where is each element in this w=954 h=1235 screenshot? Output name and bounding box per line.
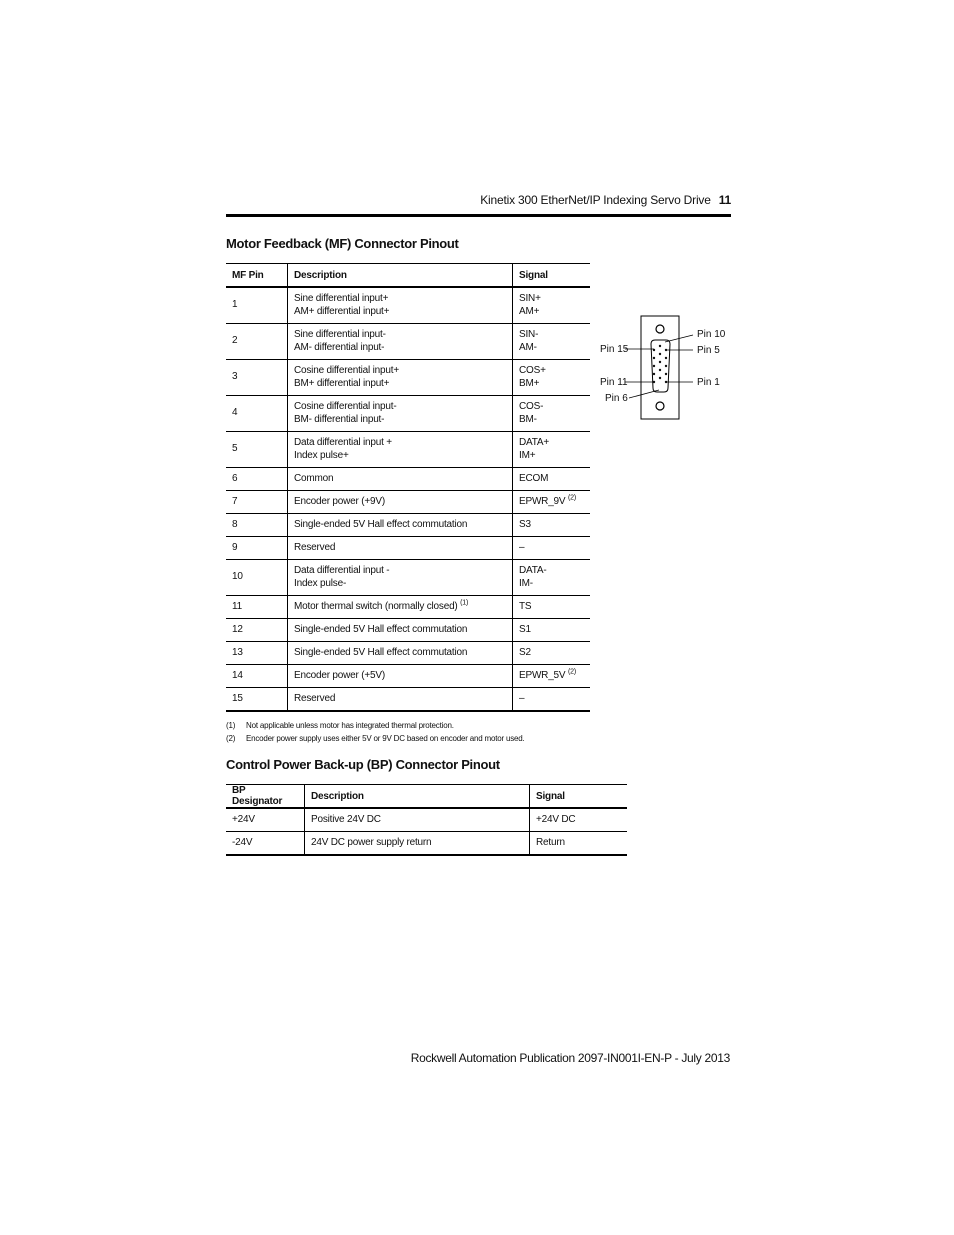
table-row: [226, 596, 590, 619]
header-title: Kinetix 300 EtherNet/IP Indexing Servo Drive: [480, 193, 711, 207]
mf-pin-number: 1: [226, 287, 288, 324]
mf-pin-number: 10: [226, 560, 288, 596]
footnote-ref: (2): [568, 494, 576, 502]
bp-description: 24V DC power supply return: [305, 832, 530, 856]
running-header: [226, 193, 731, 207]
mf-pin-number: 7: [226, 491, 288, 514]
table-row: [226, 537, 590, 560]
mf-pin-number: 15: [226, 688, 288, 712]
mf-description: Motor thermal switch (normally closed) $^{(1)}$: [288, 596, 513, 619]
mf-footnotes: [226, 719, 525, 745]
bp-signal: Return: [530, 832, 628, 856]
page-number: 11: [718, 193, 731, 207]
header-rule: [226, 214, 731, 217]
table-row: [226, 491, 590, 514]
pin-dot: [659, 345, 661, 347]
table-row: [226, 808, 627, 832]
pin-label-5: Pin 5: [697, 345, 720, 356]
bp-designator: +24V: [226, 808, 305, 832]
table-row: [226, 665, 590, 688]
mf-section-title: Motor Feedback (MF) Connector Pinout: [226, 236, 459, 251]
footnote-ref: (1): [460, 599, 469, 607]
mf-description: Sine differential input+ AM+ differential input+: [288, 287, 513, 324]
column-header: Description: [288, 264, 513, 288]
mf-description: Cosine differential input+ BM+ differential input+: [288, 360, 513, 396]
mf-signal: SIN- AM-: [513, 324, 591, 360]
footnote-ref: (2): [568, 668, 576, 676]
mf-signal: DATA- IM-: [513, 560, 591, 596]
table-row: [226, 360, 590, 396]
table-row: [226, 560, 590, 596]
mf-description: Data differential input - Index pulse-: [288, 560, 513, 596]
mf-signal: –: [513, 537, 591, 560]
mf-description: Encoder power (+5V): [288, 665, 513, 688]
table-row: [226, 514, 590, 537]
mf-signal: EPWR_5V $^{(2)}$: [513, 665, 591, 688]
mf-pin-number: 14: [226, 665, 288, 688]
mf-description: Cosine differential input- BM- differential input-: [288, 396, 513, 432]
mf-signal: S2: [513, 642, 591, 665]
mf-description: Encoder power (+9V): [288, 491, 513, 514]
pin-dot: [659, 377, 661, 379]
footnote: (1) Not applicable unless motor has integrated thermal protection.: [226, 721, 454, 730]
mf-signal: DATA+ IM+: [513, 432, 591, 468]
table-row: [226, 468, 590, 491]
bp-description: Positive 24V DC: [305, 808, 530, 832]
mf-signal: TS: [513, 596, 591, 619]
pin-dot: [659, 361, 661, 363]
mf-signal: ECOM: [513, 468, 591, 491]
mf-connector-diagram: [596, 312, 726, 424]
mf-pin-number: 13: [226, 642, 288, 665]
publication-footer: Rockwell Automation Publication 2097-IN001I-EN-P - July 2013: [410, 1051, 730, 1065]
column-header: BP Designator: [226, 785, 305, 809]
table-row: [226, 432, 590, 468]
mf-pin-number: 6: [226, 468, 288, 491]
mf-signal: S3: [513, 514, 591, 537]
pin-label-6: Pin 6: [605, 393, 628, 404]
pin-dot: [659, 353, 661, 355]
pin-dot: [653, 357, 655, 359]
table-header-row: [226, 264, 590, 288]
mf-signal: EPWR_9V $^{(2)}$: [513, 491, 591, 514]
bp-pinout-table: [226, 784, 627, 856]
connector-body: [641, 316, 679, 419]
table-row: [226, 324, 590, 360]
bp-section-title: Control Power Back-up (BP) Connector Pinout: [226, 757, 500, 772]
table-row: [226, 619, 590, 642]
mf-description: Single-ended 5V Hall effect commutation: [288, 642, 513, 665]
mf-signal: SIN+ AM+: [513, 287, 591, 324]
mf-pin-number: 3: [226, 360, 288, 396]
mf-pin-number: 5: [226, 432, 288, 468]
mf-description: Single-ended 5V Hall effect commutation: [288, 619, 513, 642]
pin-label-10: Pin 10: [697, 329, 726, 340]
column-header: Signal: [513, 264, 591, 288]
bp-designator: -24V: [226, 832, 305, 856]
pin-dot: [653, 365, 655, 367]
mf-pin-number: 12: [226, 619, 288, 642]
table-row: [226, 642, 590, 665]
table-row: [226, 396, 590, 432]
mf-description: Data differential input + Index pulse+: [288, 432, 513, 468]
mf-description: Common: [288, 468, 513, 491]
table-row: [226, 832, 627, 856]
table-header-row: [226, 785, 627, 809]
mf-description: Reserved: [288, 537, 513, 560]
pin-dot: [665, 357, 667, 359]
mf-description: Single-ended 5V Hall effect commutation: [288, 514, 513, 537]
table-row: [226, 688, 590, 712]
mf-pin-number: 11: [226, 596, 288, 619]
column-header: Signal: [530, 785, 628, 809]
pin-label-11: Pin 11: [600, 377, 628, 388]
mf-description: Sine differential input- AM- differential input-: [288, 324, 513, 360]
mf-signal: COS- BM-: [513, 396, 591, 432]
mf-pinout-table: [226, 263, 590, 712]
pin-dot: [665, 365, 667, 367]
pin-label-15: Pin 15: [600, 344, 629, 355]
mf-pin-number: 9: [226, 537, 288, 560]
mf-description: Reserved: [288, 688, 513, 712]
pin-dot: [665, 373, 667, 375]
bp-signal: +24V DC: [530, 808, 628, 832]
mf-pin-number: 2: [226, 324, 288, 360]
mf-signal: COS+ BM+: [513, 360, 591, 396]
pin-dot: [653, 373, 655, 375]
mf-signal: –: [513, 688, 591, 712]
mf-pin-number: 4: [226, 396, 288, 432]
pin-dot: [659, 369, 661, 371]
column-header: MF Pin: [226, 264, 288, 288]
mf-signal: S1: [513, 619, 591, 642]
table-row: [226, 287, 590, 324]
footnote: (2) Encoder power supply uses either 5V or 9V DC based on encoder and motor used.: [226, 734, 525, 743]
mf-pin-number: 8: [226, 514, 288, 537]
pin-label-1: Pin 1: [697, 377, 720, 388]
column-header: Description: [305, 785, 530, 809]
